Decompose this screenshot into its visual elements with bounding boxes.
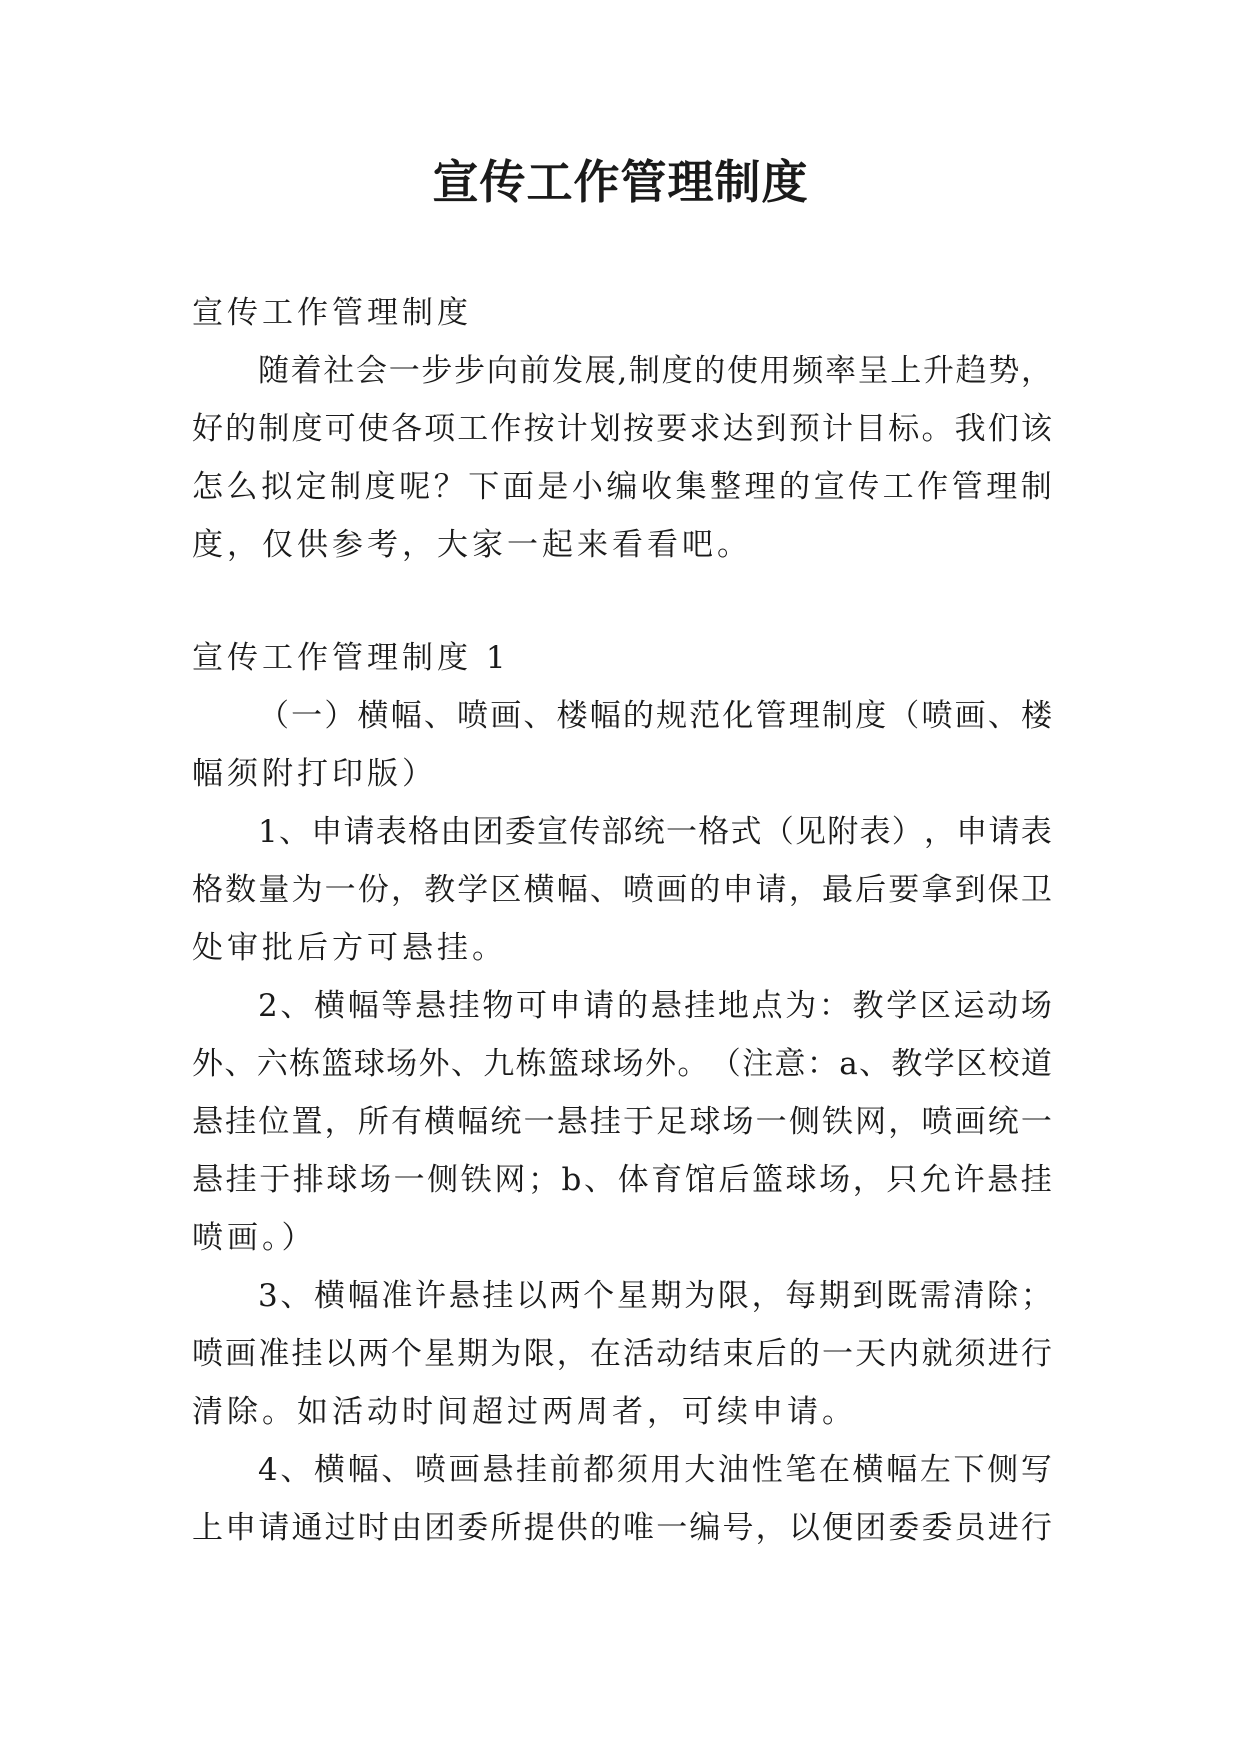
paragraph-line: 悬 挂 于 排 球 场 一 侧 铁 网 ； b 、 体 育 馆 后 篮 球 场 ， 只 允 许 悬 挂 — [192, 1162, 1052, 1198]
paragraph-line: 喷画。） — [192, 1220, 317, 1256]
paragraph-line: 好 的 制 度 可 使 各 项 工 作 按 计 划 按 要 求 达 到 预 计 目 标 。 我 们 该 — [192, 411, 1052, 447]
paragraph-line: 清除。如活动时间超过两周者，可续申请。 — [192, 1394, 857, 1430]
paragraph-line: 幅须附打印版） — [192, 756, 437, 792]
paragraph-line: 1 、 申 请 表 格 由 团 委 宣 传 部 统 一 格 式 （ 见 附 表 ） ， 申 请 表 — [258, 814, 1052, 850]
paragraph-line: 喷 画 准 挂 以 两 个 星 期 为 限 ， 在 活 动 结 束 后 的 一 天 内 就 须 进 行 — [192, 1336, 1052, 1372]
document-body — [192, 284, 1052, 1557]
section-heading-intro: 宣传工作管理制度 — [192, 295, 472, 331]
paragraph-line: 3 、 横 幅 准 许 悬 挂 以 两 个 星 期 为 限 ， 每 期 到 既 需 清 除 ； — [258, 1278, 1052, 1314]
document-title: 宣传工作管理制度 — [432, 155, 809, 209]
paragraph-line: 4 、 横 幅 、 喷 画 悬 挂 前 都 须 用 大 油 性 笔 在 横 幅 左 下 侧 写 — [258, 1452, 1052, 1488]
paragraph-line: 格 数 量 为 一 份 ， 教 学 区 横 幅 、 喷 画 的 申 请 ， 最 后 要 拿 到 保 卫 — [192, 872, 1052, 908]
paragraph-line: 怎 么 拟 定 制 度 呢 ？ 下 面 是 小 编 收 集 整 理 的 宣 传 工 作 管 理 制 — [192, 469, 1052, 505]
paragraph-line: （ 一 ） 横 幅 、 喷 画 、 楼 幅 的 规 范 化 管 理 制 度 （ 喷 画 、 楼 — [258, 698, 1052, 734]
paragraph-line: 随 着 社 会 一 步 步 向 前 发 展 , 制 度 的 使 用 频 率 呈 上 升 趋 势 ， — [258, 353, 1052, 389]
paragraph-line: 处审批后方可悬挂。 — [192, 930, 507, 966]
paragraph-line: 2 、 横 幅 等 悬 挂 物 可 申 请 的 悬 挂 地 点 为 ： 教 学 区 运 动 场 — [258, 988, 1052, 1024]
paragraph-line: 上 申 请 通 过 时 由 团 委 所 提 供 的 唯 一 编 号 ， 以 便 团 委 委 员 进 行 — [192, 1510, 1052, 1546]
paragraph-line: 悬 挂 位 置 ， 所 有 横 幅 统 一 悬 挂 于 足 球 场 一 侧 铁 网 ， 喷 画 统 一 — [192, 1104, 1052, 1140]
paragraph-line: 度，仅供参考，大家一起来看看吧。 — [192, 527, 752, 563]
section-heading-1: 宣传工作管理制度 1 — [192, 640, 510, 676]
paragraph-line: 外 、 六 栋 篮 球 场 外 、 九 栋 篮 球 场 外 。 （ 注 意 ： a 、 教 学 区 校 道 — [192, 1046, 1052, 1082]
